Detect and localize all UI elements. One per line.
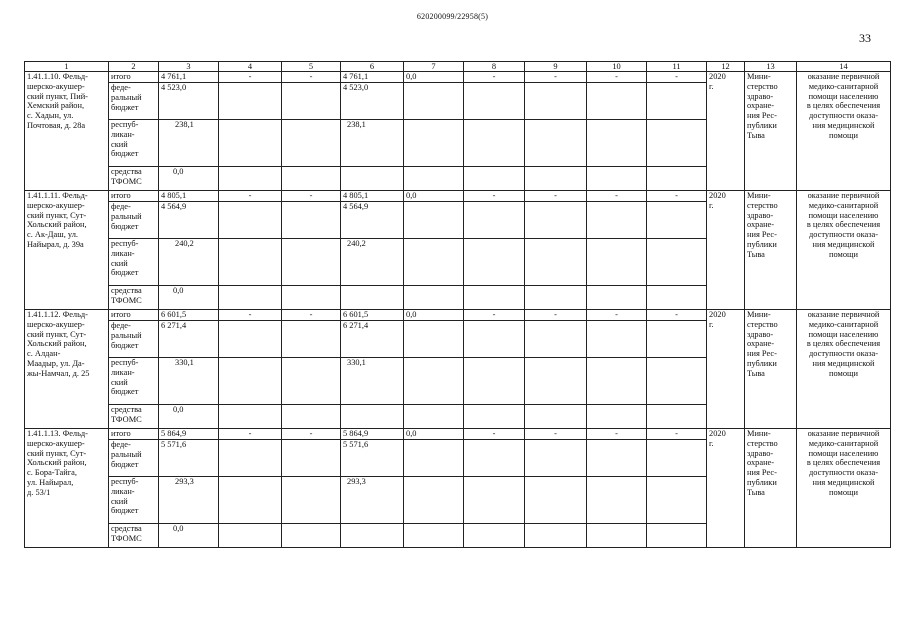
column-number: 1: [25, 62, 109, 72]
federal-value: 4 523,0: [159, 83, 219, 120]
col4-empty: [219, 524, 282, 548]
col6-empty: [341, 167, 404, 191]
col4-empty: [219, 202, 282, 239]
col8-empty: [464, 321, 525, 358]
col5-empty: [282, 120, 341, 167]
col9-empty: [525, 321, 587, 358]
col10-value: -: [587, 72, 647, 83]
col5-empty: [282, 440, 341, 477]
col8-empty: [464, 202, 525, 239]
col6-federal-value: 4 564,9: [341, 202, 404, 239]
col11-empty: [647, 83, 707, 120]
col11-empty: [647, 202, 707, 239]
col5-value: -: [282, 191, 341, 202]
col11-empty: [647, 167, 707, 191]
col4-empty: [219, 239, 282, 286]
federal-value: 5 571,6: [159, 440, 219, 477]
col7-empty: [404, 120, 464, 167]
tfoms-value: 0,0: [159, 405, 219, 429]
col7-value: 0,0: [404, 429, 464, 440]
source-label-total: итого: [109, 429, 159, 440]
col11-empty: [647, 477, 707, 524]
col5-empty: [282, 405, 341, 429]
col10-empty: [587, 440, 647, 477]
col10-empty: [587, 239, 647, 286]
republic-value: 293,3: [159, 477, 219, 524]
col4-empty: [219, 120, 282, 167]
source-label-federal: феде- ральный бюджет: [109, 440, 159, 477]
column-number: 13: [745, 62, 797, 72]
table-row: [25, 310, 891, 321]
col9-empty: [525, 358, 587, 405]
col7-empty: [404, 477, 464, 524]
col10-empty: [587, 120, 647, 167]
col9-empty: [525, 440, 587, 477]
purpose-text: оказание первичной медико-санитарной помощи населению в целях обеспечения доступности оказа- ния медицинской помощи: [797, 310, 891, 429]
col5-empty: [282, 477, 341, 524]
col7-empty: [404, 202, 464, 239]
col4-empty: [219, 83, 282, 120]
column-number: 14: [797, 62, 891, 72]
purpose-text: оказание первичной медико-санитарной помощи населению в целях обеспечения доступности оказа- ния медицинской помощи: [797, 72, 891, 191]
col6-total-value: 4 805,1: [341, 191, 404, 202]
col9-empty: [525, 405, 587, 429]
tfoms-value: 0,0: [159, 167, 219, 191]
col6-total-value: 4 761,1: [341, 72, 404, 83]
col7-empty: [404, 524, 464, 548]
col8-empty: [464, 477, 525, 524]
col6-republic-value: 330,1: [341, 358, 404, 405]
column-number: 7: [404, 62, 464, 72]
object-description: 1.41.1.12. Фельд- шерско-акушер- ский пункт, Сут- Хольский район, с. Алдан- Маадыр, ул. Да- жы-Намчал, д. 25: [25, 310, 109, 429]
col4-empty: [219, 358, 282, 405]
column-number: 12: [707, 62, 745, 72]
source-label-total: итого: [109, 310, 159, 321]
col10-empty: [587, 83, 647, 120]
col7-value: 0,0: [404, 310, 464, 321]
col4-empty: [219, 477, 282, 524]
col10-empty: [587, 167, 647, 191]
column-number: 2: [109, 62, 159, 72]
col10-empty: [587, 358, 647, 405]
year-value: 2020 г.: [707, 191, 745, 310]
column-number: 11: [647, 62, 707, 72]
col9-value: -: [525, 310, 587, 321]
col5-empty: [282, 524, 341, 548]
col10-value: -: [587, 310, 647, 321]
col11-empty: [647, 358, 707, 405]
column-number: 8: [464, 62, 525, 72]
source-label-republic: респуб- ликан- ский бюджет: [109, 477, 159, 524]
responsible-ministry: Мини- стерство здраво- охране- ния Рес- публики Тыва: [745, 310, 797, 429]
col4-value: -: [219, 191, 282, 202]
col8-value: -: [464, 191, 525, 202]
col9-empty: [525, 83, 587, 120]
col7-empty: [404, 239, 464, 286]
year-value: 2020 г.: [707, 310, 745, 429]
source-label-republic: респуб- ликан- ский бюджет: [109, 239, 159, 286]
purpose-text: оказание первичной медико-санитарной помощи населению в целях обеспечения доступности оказа- ния медицинской помощи: [797, 429, 891, 548]
col5-empty: [282, 83, 341, 120]
col9-value: -: [525, 72, 587, 83]
col8-empty: [464, 167, 525, 191]
col5-value: -: [282, 72, 341, 83]
col4-value: -: [219, 310, 282, 321]
col6-total-value: 5 864,9: [341, 429, 404, 440]
source-label-federal: феде- ральный бюджет: [109, 321, 159, 358]
col4-empty: [219, 405, 282, 429]
col6-republic-value: 238,1: [341, 120, 404, 167]
col11-empty: [647, 524, 707, 548]
source-label-tfoms: средства ТФОМС: [109, 524, 159, 548]
column-number: 9: [525, 62, 587, 72]
col7-empty: [404, 405, 464, 429]
col8-empty: [464, 83, 525, 120]
col9-empty: [525, 477, 587, 524]
col11-value: -: [647, 191, 707, 202]
col5-empty: [282, 286, 341, 310]
source-label-tfoms: средства ТФОМС: [109, 286, 159, 310]
republic-value: 240,2: [159, 239, 219, 286]
total-value: 4 761,1: [159, 72, 219, 83]
object-description: 1.41.1.13. Фельд- шерско-акушер- ский пункт, Сут- Хольский район, с. Бора-Тайга, ул. Найырал, д. 53/1: [25, 429, 109, 548]
col8-value: -: [464, 310, 525, 321]
column-number: 10: [587, 62, 647, 72]
col11-empty: [647, 239, 707, 286]
col6-federal-value: 5 571,6: [341, 440, 404, 477]
col7-empty: [404, 286, 464, 310]
col6-federal-value: 6 271,4: [341, 321, 404, 358]
col7-empty: [404, 83, 464, 120]
col5-empty: [282, 167, 341, 191]
col7-value: 0,0: [404, 191, 464, 202]
column-number: 5: [282, 62, 341, 72]
col7-empty: [404, 440, 464, 477]
col9-empty: [525, 120, 587, 167]
federal-value: 6 271,4: [159, 321, 219, 358]
col9-value: -: [525, 191, 587, 202]
col4-value: -: [219, 72, 282, 83]
col8-empty: [464, 358, 525, 405]
responsible-ministry: Мини- стерство здраво- охране- ния Рес- публики Тыва: [745, 429, 797, 548]
source-label-republic: респуб- ликан- ский бюджет: [109, 120, 159, 167]
col4-empty: [219, 286, 282, 310]
table-row: [25, 72, 891, 83]
table-row: [25, 429, 891, 440]
responsible-ministry: Мини- стерство здраво- охране- ния Рес- публики Тыва: [745, 191, 797, 310]
column-number: 4: [219, 62, 282, 72]
col4-empty: [219, 440, 282, 477]
col5-empty: [282, 202, 341, 239]
col11-empty: [647, 321, 707, 358]
total-value: 4 805,1: [159, 191, 219, 202]
col11-empty: [647, 405, 707, 429]
col4-empty: [219, 167, 282, 191]
col5-empty: [282, 239, 341, 286]
col8-empty: [464, 524, 525, 548]
col10-value: -: [587, 191, 647, 202]
col5-value: -: [282, 310, 341, 321]
col8-empty: [464, 440, 525, 477]
col10-empty: [587, 405, 647, 429]
purpose-text: оказание первичной медико-санитарной помощи населению в целях обеспечения доступности оказа- ния медицинской помощи: [797, 191, 891, 310]
republic-value: 238,1: [159, 120, 219, 167]
col10-value: -: [587, 429, 647, 440]
tfoms-value: 0,0: [159, 524, 219, 548]
source-label-tfoms: средства ТФОМС: [109, 405, 159, 429]
col9-empty: [525, 286, 587, 310]
col8-empty: [464, 239, 525, 286]
col6-federal-value: 4 523,0: [341, 83, 404, 120]
col8-empty: [464, 405, 525, 429]
col6-empty: [341, 405, 404, 429]
year-value: 2020 г.: [707, 429, 745, 548]
col10-empty: [587, 321, 647, 358]
col9-empty: [525, 202, 587, 239]
document-id: 620200099/22958(5): [416, 12, 489, 21]
col6-republic-value: 240,2: [341, 239, 404, 286]
col5-empty: [282, 358, 341, 405]
col10-empty: [587, 524, 647, 548]
col7-empty: [404, 167, 464, 191]
source-label-federal: феде- ральный бюджет: [109, 202, 159, 239]
col11-empty: [647, 440, 707, 477]
budget-table: [24, 61, 891, 548]
col4-empty: [219, 321, 282, 358]
col7-value: 0,0: [404, 72, 464, 83]
col7-empty: [404, 321, 464, 358]
col8-empty: [464, 120, 525, 167]
col6-empty: [341, 524, 404, 548]
federal-value: 4 564,9: [159, 202, 219, 239]
col11-value: -: [647, 72, 707, 83]
col10-empty: [587, 477, 647, 524]
page-number: 33: [859, 31, 871, 45]
col11-value: -: [647, 310, 707, 321]
col11-value: -: [647, 429, 707, 440]
object-description: 1.41.1.11. Фельд- шерско-акушер- ский пункт, Сут- Хольский район, с. Ак-Даш, ул. Найырал, д. 39а: [25, 191, 109, 310]
col5-empty: [282, 321, 341, 358]
col6-republic-value: 293,3: [341, 477, 404, 524]
col9-empty: [525, 524, 587, 548]
col11-empty: [647, 286, 707, 310]
source-label-republic: респуб- ликан- ский бюджет: [109, 358, 159, 405]
col9-value: -: [525, 429, 587, 440]
col8-value: -: [464, 72, 525, 83]
year-value: 2020 г.: [707, 72, 745, 191]
col9-empty: [525, 167, 587, 191]
col7-empty: [404, 358, 464, 405]
col6-total-value: 6 601,5: [341, 310, 404, 321]
total-value: 6 601,5: [159, 310, 219, 321]
source-label-tfoms: средства ТФОМС: [109, 167, 159, 191]
col10-empty: [587, 286, 647, 310]
col4-value: -: [219, 429, 282, 440]
republic-value: 330,1: [159, 358, 219, 405]
table-row: [25, 191, 891, 202]
col5-value: -: [282, 429, 341, 440]
col11-empty: [647, 120, 707, 167]
source-label-total: итого: [109, 191, 159, 202]
object-description: 1.41.1.10. Фельд- шерско-акушер- ский пункт, Пий- Хемский район, с. Хадын, ул. Почтовая, д. 28а: [25, 72, 109, 191]
column-number: 3: [159, 62, 219, 72]
tfoms-value: 0,0: [159, 286, 219, 310]
column-number: 6: [341, 62, 404, 72]
source-label-total: итого: [109, 72, 159, 83]
col9-empty: [525, 239, 587, 286]
column-number-row: [25, 62, 891, 72]
source-label-federal: феде- ральный бюджет: [109, 83, 159, 120]
responsible-ministry: Мини- стерство здраво- охране- ния Рес- публики Тыва: [745, 72, 797, 191]
col10-empty: [587, 202, 647, 239]
total-value: 5 864,9: [159, 429, 219, 440]
col8-empty: [464, 286, 525, 310]
col6-empty: [341, 286, 404, 310]
col8-value: -: [464, 429, 525, 440]
